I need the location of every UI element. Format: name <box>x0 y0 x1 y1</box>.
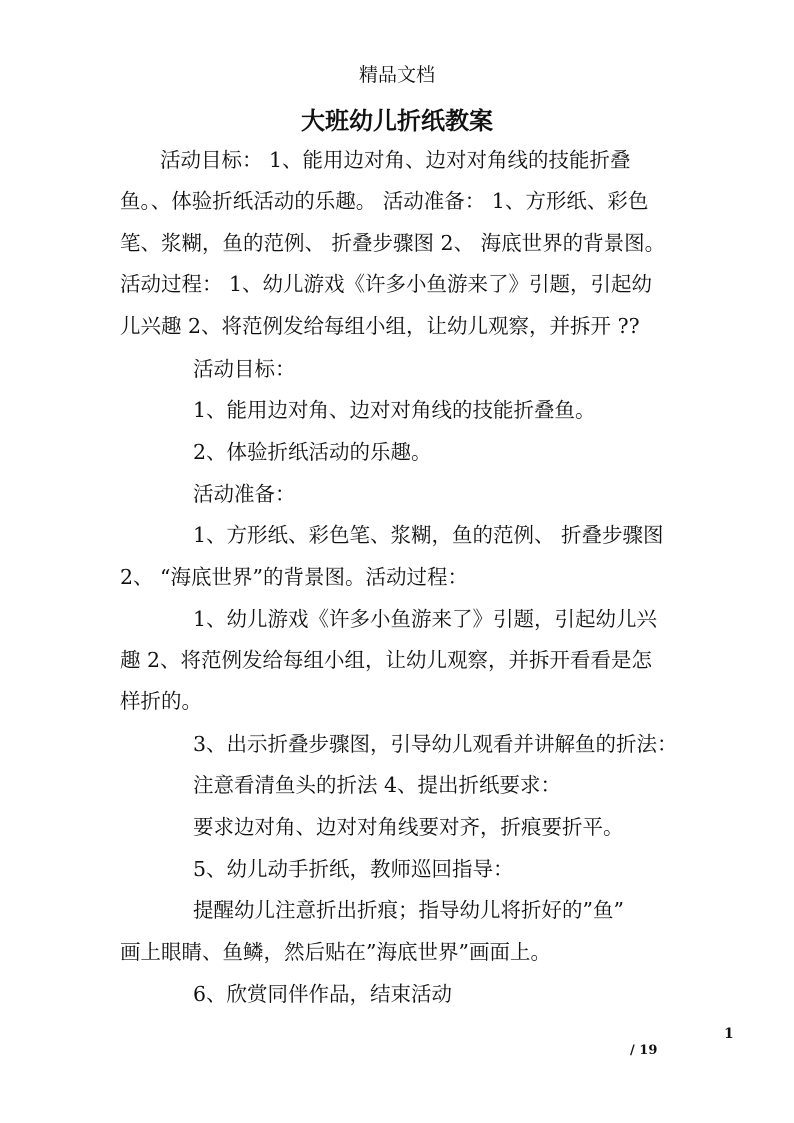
page-header: 精品文档 <box>358 64 435 86</box>
body-line: 2、 “海底世界”的背景图。活动过程： <box>120 565 469 589</box>
body-line: 笔、浆糊，鱼的范例、 折叠步骤图 2、 海底世界的背景图。 <box>120 231 666 255</box>
body-line: 1、方形纸、彩色笔、浆糊，鱼的范例、 折叠步骤图 <box>193 523 664 547</box>
body-line: 1、幼儿游戏《许多小鱼游来了》引题，引起幼儿兴 <box>193 607 658 631</box>
body-line: 儿兴趣 2、将范例发给每组小组，让幼儿观察，并拆开 ?? <box>120 314 640 338</box>
body-line: 样折的。 <box>120 689 202 713</box>
document-title: 大班幼儿折纸教案 <box>301 106 493 135</box>
body-line: 鱼。、体验折纸活动的乐趣。 活动准备： 1、方形纸、彩色 <box>120 189 649 213</box>
body-line: 活动目标： <box>193 357 296 381</box>
body-line: 注意看清鱼头的折法 4、提出折纸要求： <box>193 773 562 797</box>
page-total: / 19 <box>630 1043 658 1058</box>
body-line: 活动过程： 1、幼儿游戏《许多小鱼游来了》引题，引起幼 <box>120 272 653 296</box>
body-line: 趣 2、将范例发给每组小组，让幼儿观察，并拆开看看是怎 <box>120 648 653 672</box>
body-line: 提醒幼儿注意折出折痕；指导幼儿将折好的”鱼” <box>193 898 624 922</box>
body-line: 活动目标： 1、能用边对角、边对对角线的技能折叠 <box>160 148 631 172</box>
body-line: 活动准备： <box>193 482 296 506</box>
body-line: 5、幼儿动手折纸，教师巡回指导： <box>193 857 514 881</box>
body-line: 画上眼睛、鱼鳞，然后贴在”海底世界”画面上。 <box>120 940 551 964</box>
body-line: 1、能用边对角、边对对角线的技能折叠鱼。 <box>193 398 596 422</box>
body-line: 要求边对角、边对对角线要对齐，折痕要折平。 <box>193 815 624 839</box>
page-number: 1 <box>724 1026 734 1042</box>
body-line: 2、体验折纸活动的乐趣。 <box>193 440 432 464</box>
body-line: 3、出示折叠步骤图，引导幼儿观看并讲解鱼的折法： <box>193 732 678 756</box>
body-line: 6、欣赏同伴作品，结束活动 <box>193 982 453 1006</box>
